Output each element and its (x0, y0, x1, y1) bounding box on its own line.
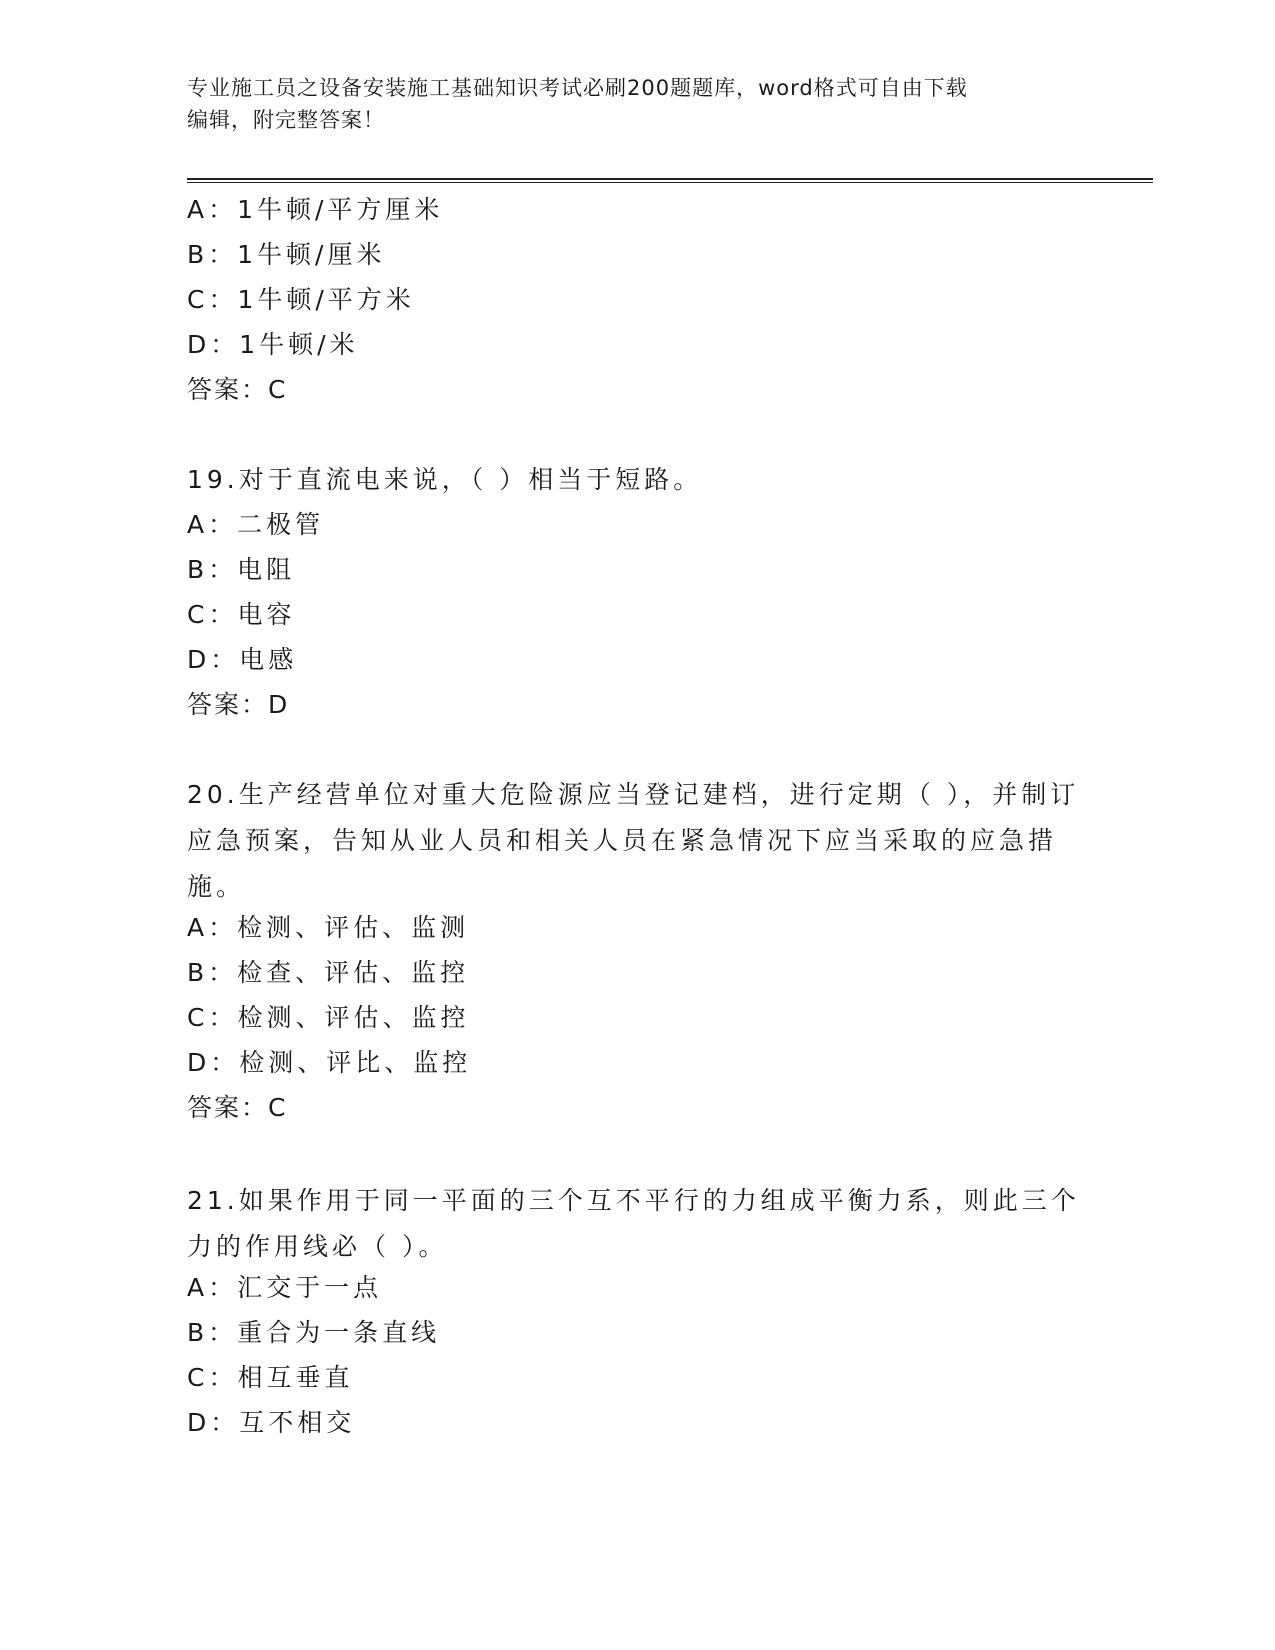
q19-option-c: C：电容 (187, 600, 296, 629)
q19-answer: 答案：D (187, 690, 290, 719)
q18-option-a: A：1牛顿/平方厘米 (187, 195, 444, 224)
q20-option-a: A：检测、评估、监测 (187, 913, 470, 942)
q18-option-b: B：1牛顿/厘米 (187, 240, 386, 269)
q19-option-d: D：电感 (187, 645, 298, 674)
q20-option-d: D：检测、评比、监控 (187, 1048, 472, 1077)
q21-stem: 21.如果作用于同一平面的三个互不平行的力组成平衡力系，则此三个力的作用线必（ ）。 (187, 1186, 1080, 1261)
q21-option-a: A：汇交于一点 (187, 1273, 383, 1302)
q19-option-a: A：二极管 (187, 510, 325, 539)
q18-option-d: D：1牛顿/米 (187, 330, 359, 359)
header-line-1: 专业施工员之设备安装施工基础知识考试必刷200题题库，word格式可自由下载 (187, 76, 968, 100)
q20-stem: 20.生产经营单位对重大危险源应当登记建档，进行定期（ ），并制订应急预案，告知从业人员和相关人员在紧急情况下应当采取的应急措施。 (187, 780, 1080, 901)
q18-option-c: C：1牛顿/平方米 (187, 285, 415, 314)
q20-answer: 答案：C (187, 1093, 288, 1122)
header-line-2: 编辑，附完整答案！ (187, 108, 385, 132)
header-divider-thick (187, 178, 1153, 180)
q21-option-b: B：重合为一条直线 (187, 1318, 441, 1347)
document-header (187, 72, 1067, 136)
q19-stem: 19.对于直流电来说，（ ）相当于短路。 (187, 465, 703, 494)
q20-option-c: C：检测、评估、监控 (187, 1003, 470, 1032)
q19-option-b: B：电阻 (187, 555, 296, 584)
q18-answer: 答案：C (187, 375, 288, 404)
header-divider-thin (187, 182, 1153, 183)
q21-option-c: C：相互垂直 (187, 1363, 354, 1392)
q20-option-b: B：检查、评估、监控 (187, 958, 470, 987)
q21-option-d: D：互不相交 (187, 1408, 356, 1437)
